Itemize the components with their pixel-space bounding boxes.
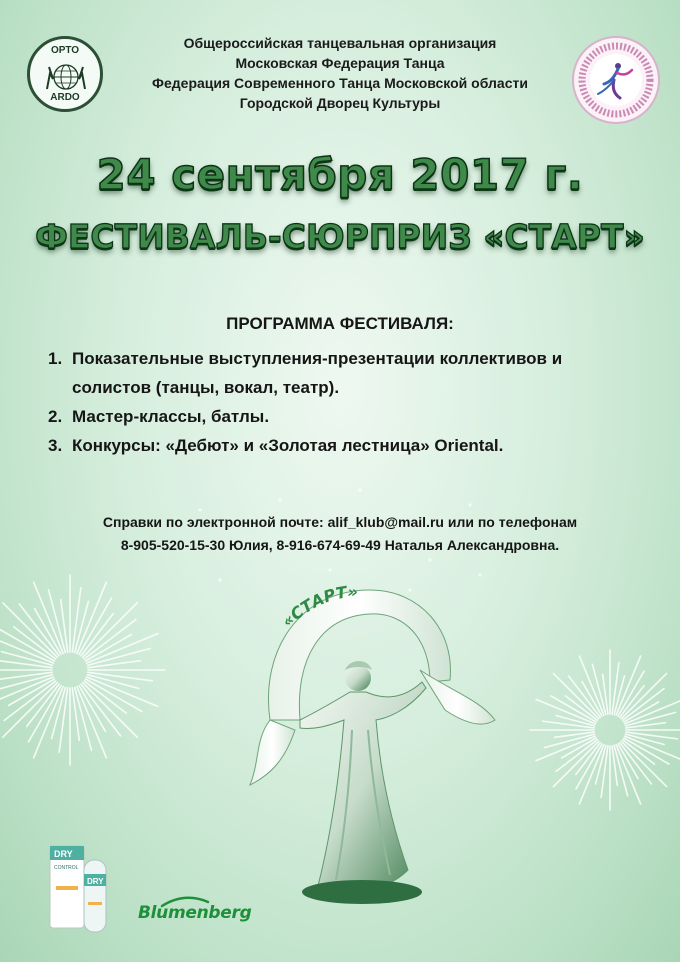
contact-info bbox=[0, 511, 680, 557]
program-heading: ПРОГРАММА ФЕСТИВАЛЯ: bbox=[226, 314, 454, 333]
organizer-line: Общероссийская танцевальная организация bbox=[183, 35, 497, 51]
item-text: Конкурсы: «Дебют» и «Золотая лестница» Oriental. bbox=[72, 436, 504, 455]
dry-control-product-icon bbox=[48, 842, 110, 934]
orto-ardo-logo bbox=[27, 36, 103, 112]
item-number: 1. bbox=[48, 349, 63, 368]
product-label: DRY bbox=[54, 849, 73, 859]
logo-bottom-text: ARDO bbox=[50, 92, 80, 103]
globe-dancers-icon bbox=[44, 59, 88, 95]
modern-dance-federation-logo bbox=[572, 36, 660, 124]
organizer-line: Федерация Современного Танца Московской области bbox=[152, 75, 528, 91]
program-item bbox=[48, 431, 648, 460]
contact-phone-line: 8-905-520-15-30 Юлия, 8-916-674-69-49 Наталья Александровна. bbox=[120, 537, 560, 553]
blumenberg-brand: Blumenberg bbox=[138, 903, 252, 923]
firework-right-icon bbox=[500, 620, 680, 840]
svg-text:DRY: DRY bbox=[87, 877, 104, 886]
dancer-statue-icon bbox=[240, 570, 500, 910]
dancer-emblem-icon bbox=[574, 38, 658, 122]
event-date-title: 24 сентября 2017 г. bbox=[96, 150, 584, 199]
item-text: Показательные выступления-презентации коллективов и солистов (танцы, вокал, театр). bbox=[72, 349, 563, 397]
logo-top-text: ОРТО bbox=[51, 45, 79, 56]
organizer-line: Московская Федерация Танца bbox=[235, 55, 445, 71]
contact-email-line: Справки по электронной почте: alif_klub@mail.ru или по телефонам bbox=[102, 514, 578, 530]
organizer-line: Городской Дворец Культуры bbox=[239, 95, 441, 111]
item-number: 2. bbox=[48, 407, 63, 426]
festival-title: ФЕСТИВАЛЬ-СЮРПРИЗ «СТАРТ» bbox=[35, 217, 645, 256]
statue-banner-text: «СТАРТ» bbox=[278, 582, 359, 631]
item-text: Мастер-классы, батлы. bbox=[72, 407, 270, 426]
organizers-block bbox=[115, 33, 565, 113]
firework-left-icon bbox=[0, 560, 200, 800]
item-number: 3. bbox=[48, 436, 63, 455]
product-sub-label: CONTROL bbox=[54, 865, 79, 871]
program-list bbox=[48, 344, 648, 460]
program-item bbox=[48, 344, 648, 402]
program-item bbox=[48, 402, 648, 431]
